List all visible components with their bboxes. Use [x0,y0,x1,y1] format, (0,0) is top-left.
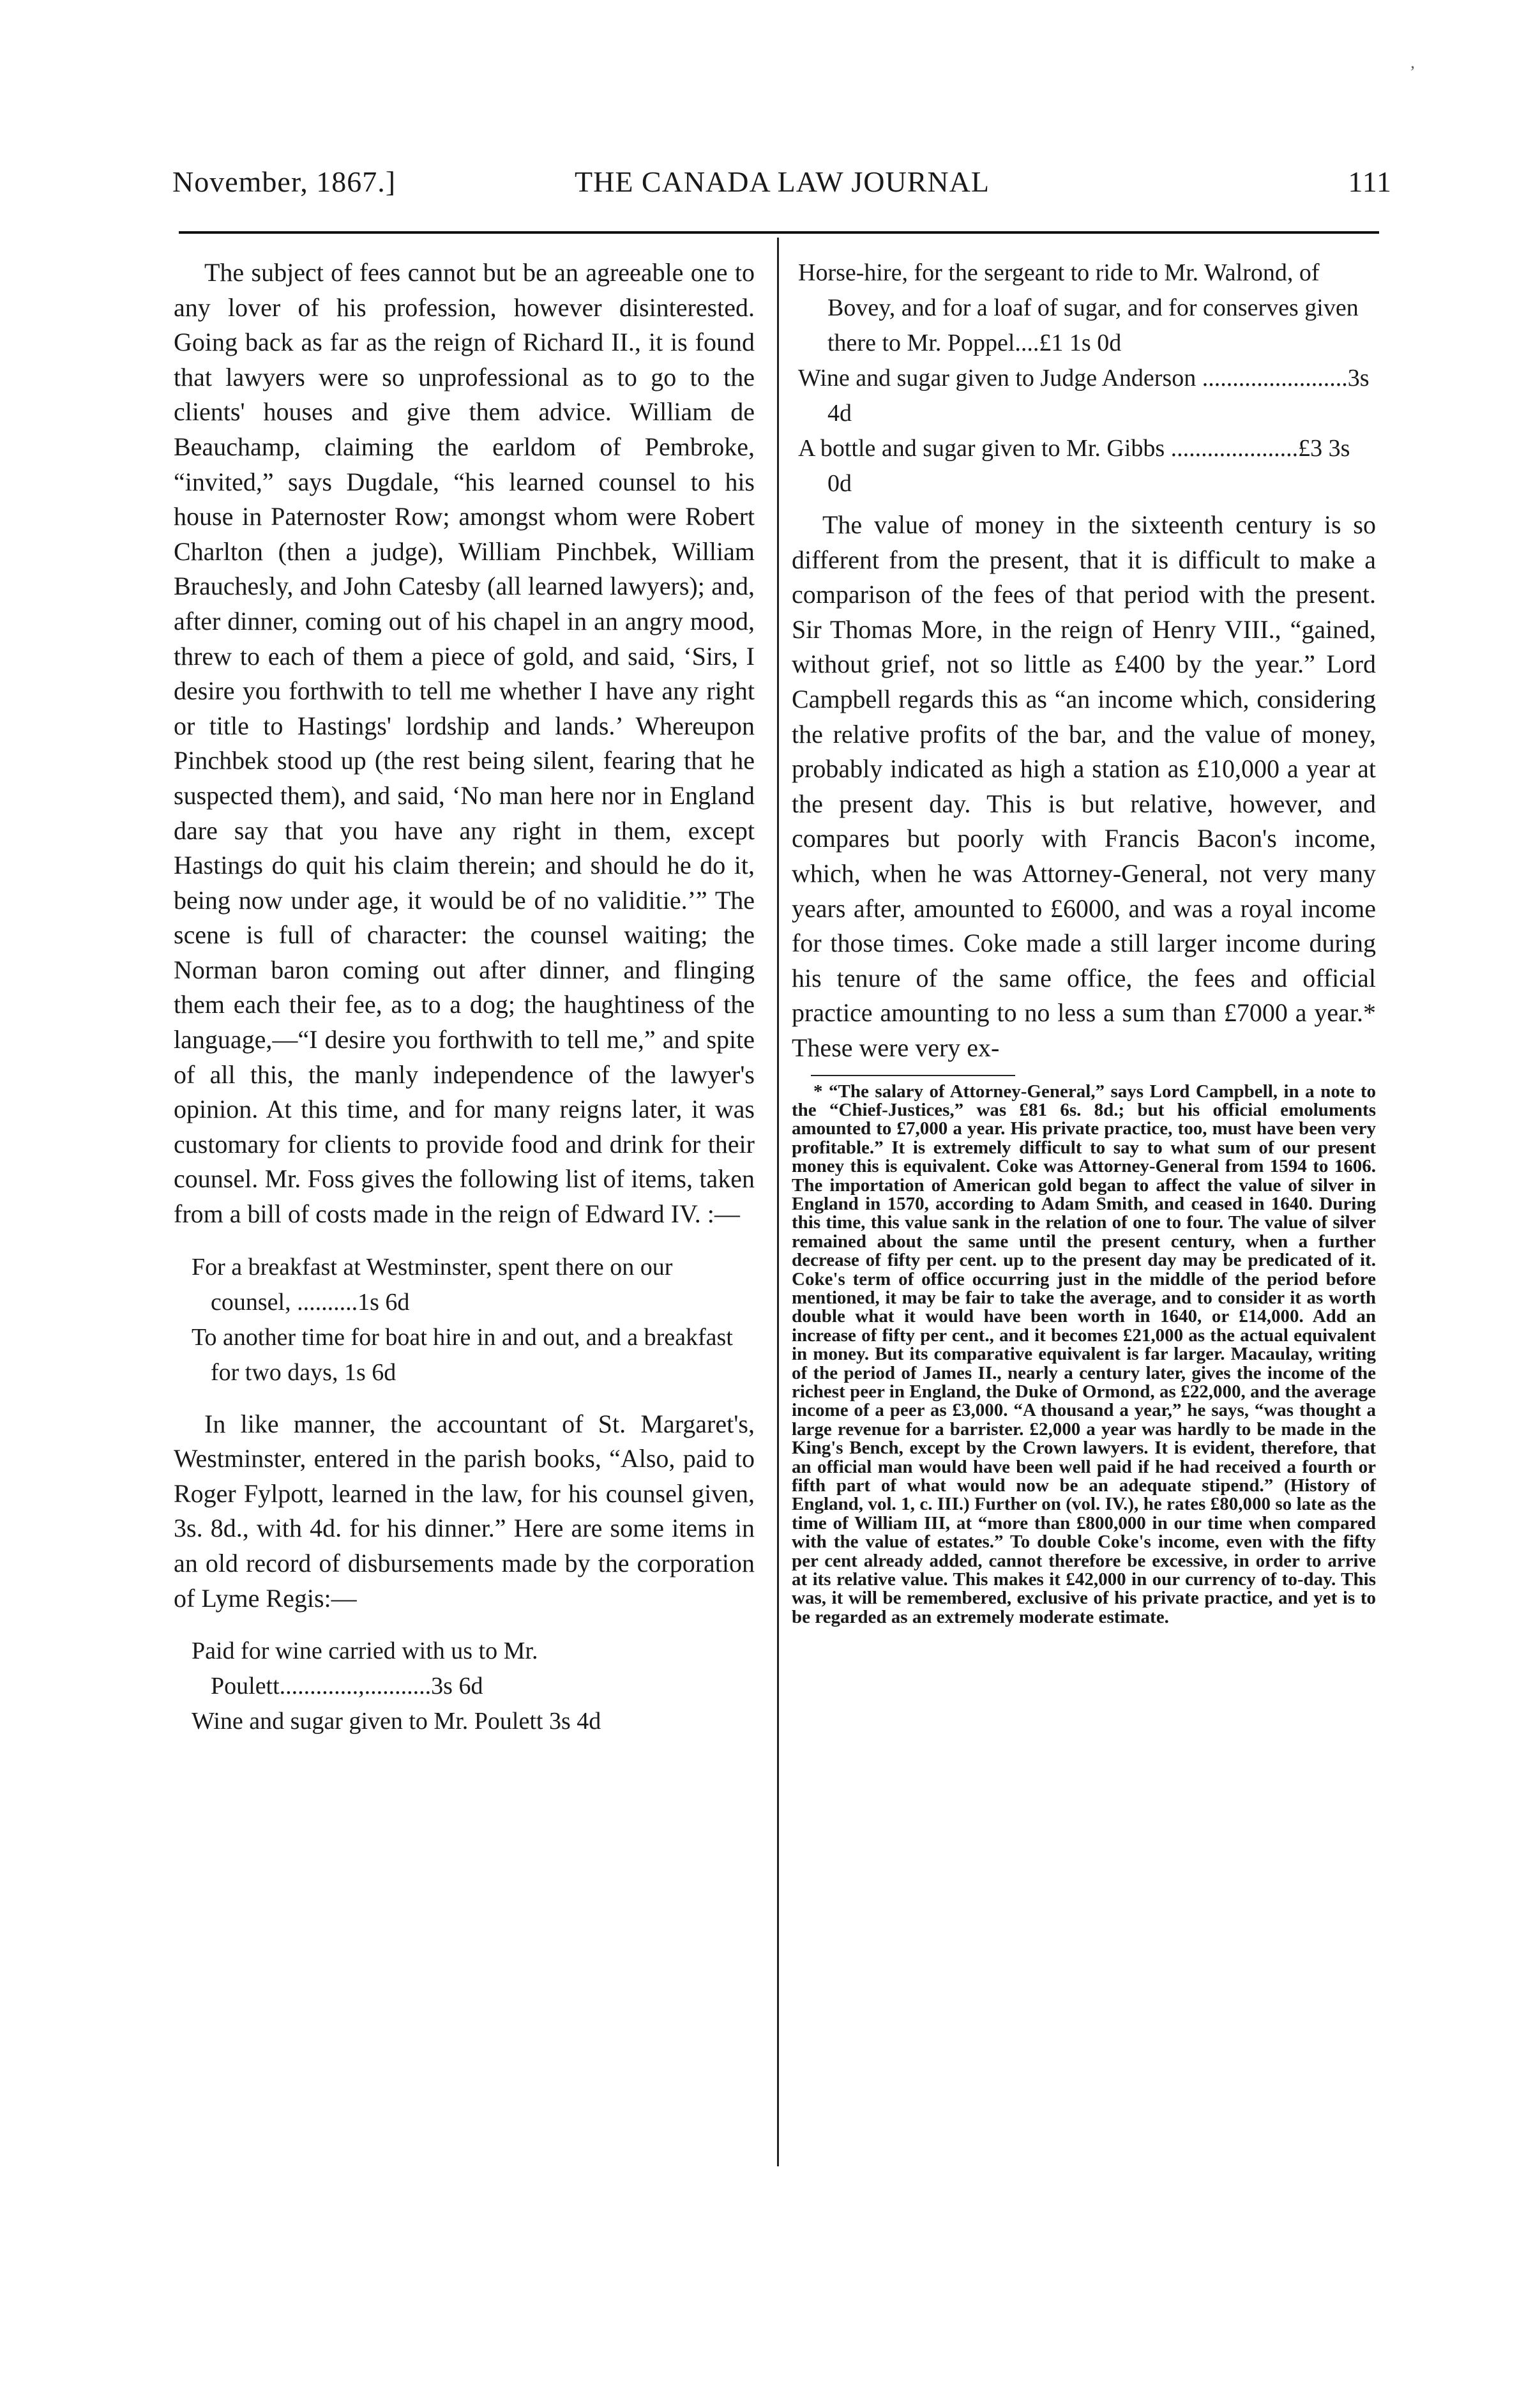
left-column [174,255,755,1756]
corner-mark: ’ [1410,63,1415,81]
paragraph-st-margarets: In like manner, the accountant of St. Margaret's, Westminster, entered in the parish books, “Also, paid to Roger Fylpott, learned in the law, for his counsel given, 3s. 8d., with 4d. for his dinner.” Here are some items in an old record of disbursements made by the corporation of Lyme Regis:— [174,1409,755,1613]
running-header [172,165,1392,216]
paragraph-value-of-money: The value of money in the sixteenth century is so different from the present, that it is difficult to make a comparison of the fees of that period with the present. Sir Thomas More, in the reign of Henry VIII., “gained, without grief, not so little as £400 by the year.” Lord Campbell regards this as “an income which, considering the relative profits of the bar, and the value of money, probably indicated as high a station as £10,000 a year at the present day. This is but relative, however, and compares but poorly with Francis Bacon's income, which, when he was Attorney-General, not very many years after, amounted to £6000, and was a royal income for those times. Coke made a still larger income during his tenure of the same office, the fees and official practice amounting to no less a sum than £7000 a year.* These were very ex- [792,510,1376,1062]
list-item: Wine and sugar given to Judge Anderson ........................3s 4d [798,365,1370,427]
list-item: Horse-hire, for the sergeant to ride to Mr. Walrond, of Bovey, and for a loaf of sugar, and for conserves given there to Mr. Poppel....£1 1s 0d [798,259,1359,356]
right-column [792,255,1376,1627]
page-number: 111 [1348,165,1392,198]
list-item: Wine and sugar given to Mr. Poulett 3s 4d [192,1708,601,1735]
journal-title: THE CANADA LAW JOURNAL [575,165,990,198]
list-item: To another time for boat hire in and out, and a breakfast for two days, 1s 6d [192,1323,733,1386]
header-date: November, 1867.] [172,165,396,198]
column-divider [777,238,779,2166]
footnote: * “The salary of Attorney-General,” says Lord Campbell, in a note to the “Chief-Justices,” was £81 6s. 8d.; but his official emoluments amounted to £7,000 a year. His private practice, too, must have been very profitable.” It is extremely difficult to say to what sum of our present money this is equivalent. Coke was Attorney-General from 1594 to 1606. The importation of American gold began to affect the value of silver in England in 1570, according to Adam Smith, and ceased in 1640. During this time, this value sank in the relation of one to four. The value of silver remained about the same until the present century, when a further decrease of fifty per cent. up to the present day may be predicated of it. Coke's term of office occurring just in the middle of the period before mentioned, it may be fair to take the average, and to consider it as worth double what it would have been worth in 1640, or £14,000. Add an increase of fifty per cent., and it becomes £21,000 as the actual equivalent in money. But its comparative equivalent is far larger. Macaulay, writing of the period of James II., nearly a century later, gives the income of the richest peer in England, the Duke of Ormond, as £22,000, and the average income of a peer as £3,000. “A thousand a year,” he says, “was thought a large revenue for a barrister. £2,000 a year was hardly to be made in the King's Bench, except by the Crown lawyers. It is evident, therefore, that an official man would have been well paid if he had received a fourth or fifth part of what would now be an adequate stipend.” (History of England, vol. 1, c. III.) Further on (vol. IV.), he rates £80,000 so late as the time of William III, at “more than £800,000 in our time when compared with the value of estates.” To double Coke's income, even with the fifty per cent already added, cannot therefore be excessive, in order to arrive at its relative value. This makes it £42,000 in our currency of to-day. This was, it will be remembered, exclusive of his private practice, and yet is to be regarded as an extremely moderate estimate. [792,1081,1376,1627]
list-item: Paid for wine carried with us to Mr. Poulett.............,...........3s 6d [192,1638,538,1700]
header-rule [179,231,1379,234]
paragraph-fees-history: The subject of fees cannot but be an agreeable one to any lover of his profession, however disinterested. Going back as far as the reign of Richard II., it is found that lawyers were so unprofessional as to go to the clients' houses and give them advice. William de Beauchamp, claiming the earldom of Pembroke, “invited,” says Dugdale, “his learned counsel to his house in Paternoster Row; amongst whom were Robert Charlton (then a judge), William Pinchbek, William Brauchesly, and John Catesby (all learned lawyers); and, after dinner, coming out of his chapel in an angry mood, threw to each of them a piece of gold, and said, ‘Sirs, I desire you forthwith to tell me whether I have any right or title to Hastings' lordship and lands.’ Whereupon Pinchbek stood up (the rest being silent, fearing that he suspected them), and said, ‘No man here nor in England dare say that you have any right in them, except Hastings do quit his claim therein; and should he do it, being now under age, it would be of no validitie.’” The scene is full of character: the counsel waiting; the Norman baron coming out after dinner, and flinging them each their fee, as to a dog; the haughtiness of the language,—“I desire you forthwith to tell me,” and spite of all this, the manly independence of the lawyer's opinion. At this time, and for many reigns later, it was customary for clients to provide food and drink for their counsel. Mr. Foss gives the following list of items, taken from a bill of costs made in the reign of Edward IV. :— [174,258,755,1229]
footnote-rule [811,1075,1015,1076]
list-item: A bottle and sugar given to Mr. Gibbs .....................£3 3s 0d [798,435,1350,497]
lyme-regis-list [174,1634,755,1739]
lyme-regis-list-continued [792,255,1376,501]
list-item: For a breakfast at Westminster, spent there on our counsel, ..........1s 6d [192,1253,673,1316]
bill-of-costs-list [174,1250,755,1390]
